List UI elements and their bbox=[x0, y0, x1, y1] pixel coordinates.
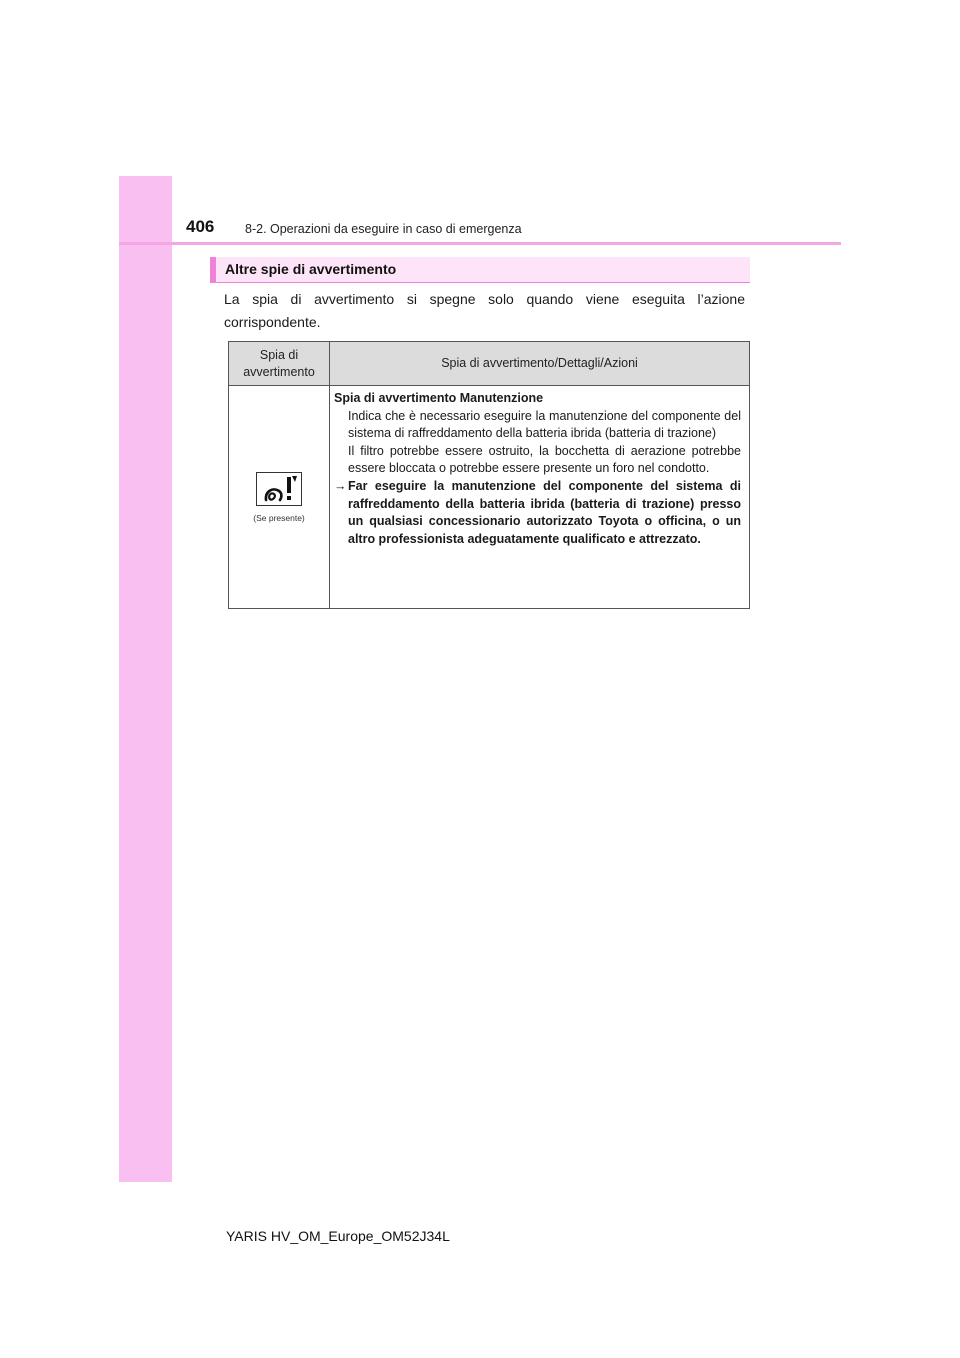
intro-paragraph: La spia di avvertimento si spegne solo quando viene eseguita l’azione corrispondente. bbox=[224, 291, 745, 330]
lamp-cell bbox=[229, 386, 330, 609]
section-heading bbox=[210, 257, 750, 283]
document-id: YARIS HV_OM_Europe_OM52J34L bbox=[226, 1228, 450, 1244]
chapter-title: 8-2. Operazioni da eseguire in caso di emergenza bbox=[245, 222, 522, 236]
section-heading-text: Altre spie di avvertimento bbox=[225, 261, 397, 277]
table-row bbox=[229, 386, 750, 609]
warning-title: Spia di avvertimento Manutenzione bbox=[334, 391, 544, 405]
warning-description-1: Indica che è necessario eseguire la manutenzione del componente del sistema di raffreddamento della batteria ibrida (batteria di trazione) bbox=[348, 408, 741, 441]
lamp-note: (Se presente) bbox=[253, 512, 305, 523]
header-lamp: Spia di avvertimento bbox=[229, 342, 330, 386]
details-cell bbox=[330, 386, 750, 609]
warning-lights-table bbox=[228, 341, 750, 609]
table-header-row bbox=[229, 342, 750, 386]
header-details: Spia di avvertimento/Dettagli/Azioni bbox=[330, 342, 750, 386]
arrow-right-icon: → bbox=[334, 478, 347, 493]
maintenance-warning-icon bbox=[256, 472, 302, 506]
warning-description-2: Il filtro potrebbe essere ostruito, la bocchetta di aerazione potrebbe essere bloccata o potrebbe essere presente un foro nel condotto. bbox=[348, 443, 741, 476]
warning-action bbox=[334, 478, 741, 548]
header-rule bbox=[119, 242, 841, 245]
page-number: 406 bbox=[186, 217, 215, 236]
warning-action-text: Far eseguire la manutenzione del componente del sistema di raffreddamento della batteria ibrida (batteria di trazione) presso un qualsiasi concessionario autorizzato Toyota o officina, o un altro professionista adeguatamente qualificato e attrezzato. bbox=[348, 478, 741, 546]
chapter-side-tab bbox=[119, 176, 172, 1182]
